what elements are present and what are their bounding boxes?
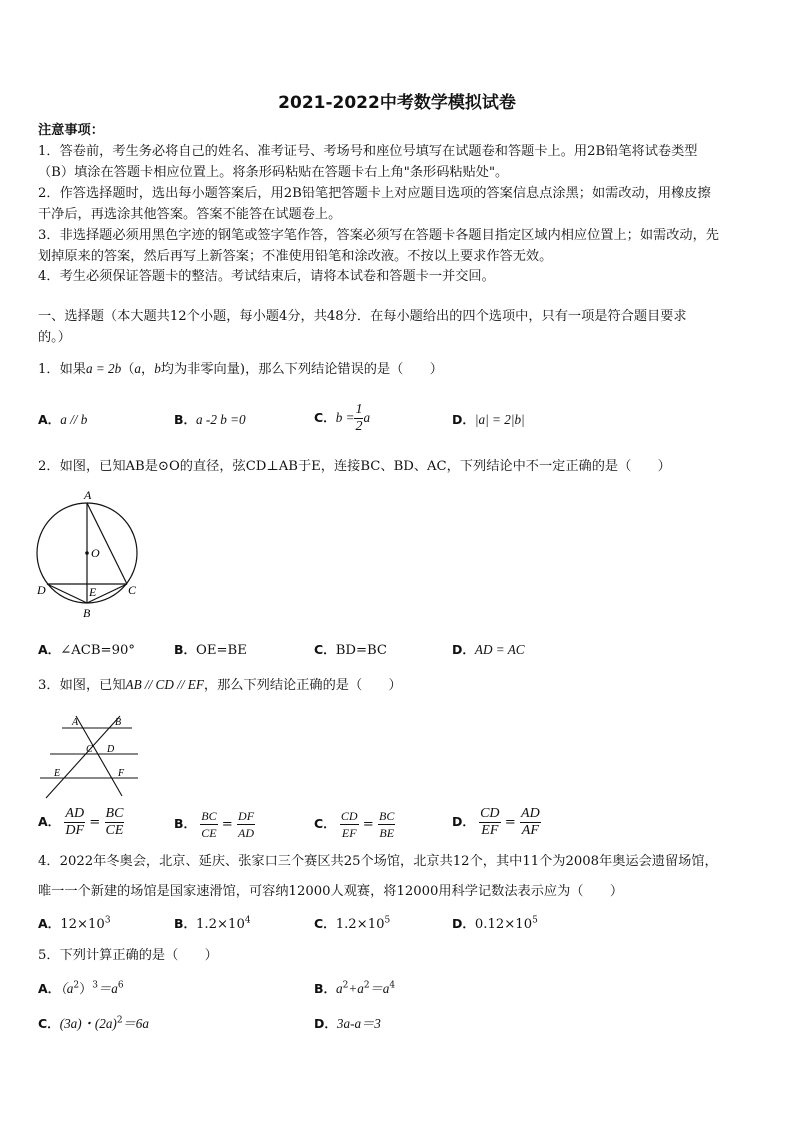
option-text: a // b [60,412,88,427]
label-b: B [115,717,122,728]
label-e: E [54,768,61,779]
option-label: D． [452,916,475,931]
option-text: BD=BC [335,643,388,658]
numerator: DF [238,809,255,823]
q3-option-d[interactable] [452,806,541,839]
label-d: D [107,744,115,755]
q2-option-b[interactable] [174,640,247,658]
option-text: （a [60,981,74,996]
fraction [340,808,359,841]
notice-line: 2．作答选择题时，选出每小题答案后，用2B铅笔把答题卡上对应题目选项的答案信息点涂黑；如需改动，用橡皮擦 [38,186,711,201]
option-text: ＝6a [122,1016,149,1031]
option-label: C． [314,816,336,831]
question-4: 4．2022年冬奥会，北京、延庆、张家口三个赛区共25个场馆，北京共12个，其中11个为2008年奥运会遗留场馆， [38,854,718,869]
segment-ac [87,503,127,584]
option-label: C． [314,410,336,425]
q2-option-d[interactable] [452,640,525,658]
option-label: A． [38,916,61,931]
notice-line: 1．答卷前，考生务必将自己的姓名、准考证号、考场号和座位号填写在试题卷和答题卡上。用2B铅笔将试卷类型 [38,144,698,159]
q1-b: b [154,361,161,376]
denominator: AD [238,826,255,840]
option-label: A． [38,642,61,657]
option-text: 0.12×10 [474,917,533,932]
question-4-cont: 唯一一个新建的场馆是国家速滑馆，可容纳12000人观赛，将12000用科学记数法表示应为（ ） [38,884,624,899]
q1-a: a [134,361,142,376]
fraction [105,806,125,839]
numerator: AD [521,806,540,821]
notice-line: 4．考生必须保证答题卡的整洁。考试结束后，请将本试卷和答题卡一并交回。 [38,269,495,284]
q5-option-c[interactable] [38,1013,149,1032]
denominator: 2 [355,419,363,434]
fraction [520,806,541,839]
exponent: 2 [342,980,349,991]
section-heading-cont: 的。） [38,330,71,345]
q4-option-d[interactable] [452,914,538,932]
q4-option-b[interactable] [174,914,251,932]
q1-comma: ， [141,362,155,377]
exponent: 6 [117,980,124,991]
notice-line: 3．非选择题必须用黑色字迹的钢笔或签字笔作答，答案必须写在答题卡各题目指定区域内相应位置上；如需改动，先 [38,228,719,243]
exponent: 3 [104,915,111,926]
exponent: 5 [384,915,391,926]
option-label: B． [174,816,197,831]
option-label: C． [38,1016,60,1031]
denominator: CE [105,823,124,838]
option-label: D． [452,412,475,427]
notice-heading: 注意事项： [38,123,104,138]
exponent: 4 [244,915,251,926]
option-label: C． [314,916,336,931]
q3-expr: AB // CD // EF [125,677,204,692]
option-text: +a [348,981,364,996]
equals: = [362,817,374,832]
option-label: B． [174,916,197,931]
option-text: b = [335,410,355,425]
q1-option-a[interactable] [38,410,87,428]
exponent: 2 [116,1015,123,1026]
numerator: CD [340,809,358,823]
q1-option-b[interactable] [174,410,246,428]
label-c: C [86,744,93,755]
q3-option-b[interactable] [174,808,255,841]
exponent: 2 [363,980,370,991]
q3-text: 3．如图，已知 [38,678,126,693]
q2-circle-figure [34,486,144,620]
option-text: a [336,981,343,996]
question-3 [38,674,760,696]
option-text: |a| = 2|b| [474,412,525,427]
label-o: O [91,546,100,560]
option-label: A． [38,814,61,829]
exponent: 2 [73,980,80,991]
option-text: OE=BE [196,643,247,658]
option-label: A． [38,412,61,427]
denominator: BE [379,826,395,840]
option-text: ＝a [369,981,390,996]
question-5: 5．下列计算正确的是（ ） [38,948,218,963]
segment-bd [47,584,87,603]
denominator: EF [481,823,499,838]
option-text: 12×10 [60,917,105,932]
notice-line: （B）填涂在答题卡相应位置上。将条形码粘贴在答题卡右上角"条形码粘贴处"。 [38,165,509,180]
label-d: D [37,583,46,597]
center-point [85,551,89,555]
numerator: BC [201,809,217,823]
label-f: F [118,768,125,779]
label-b: B [83,606,91,620]
numerator: AD [65,806,85,821]
q2-option-a[interactable] [38,640,135,658]
exponent: 4 [389,980,396,991]
label-a: A [72,717,79,728]
equals: = [504,815,516,830]
denominator: DF [65,823,85,838]
option-text: AD = AC [474,642,525,657]
option-text: ∠ACB=90° [60,643,135,658]
option-text: ＝a [98,981,118,996]
option-text: ） [79,982,93,997]
option-text: 1.2×10 [335,917,385,932]
fraction [378,808,395,841]
option-label: C． [314,642,336,657]
denominator: EF [341,826,357,840]
q1-paren: （ [121,362,135,377]
label-a: A [84,488,92,502]
question-1 [38,358,760,380]
option-label: D． [452,814,475,829]
option-label: D． [314,1016,337,1031]
numerator: BC [105,806,124,821]
q1-tail: 均为非零向量)，那么下列结论错误的是（ ） [160,362,443,377]
equals: = [221,817,233,832]
label-e: E [89,585,97,599]
option-text: 1.2×10 [196,917,245,932]
option-label: B． [314,981,337,996]
q3-text: ，那么下列结论正确的是（ ） [203,678,402,693]
question-2: 2．如图，已知AB是⊙O的直径，弦CD⊥AB于E，连接BC、BD、AC，下列结论中不一定正确的是（ ） [38,459,671,474]
label-c: C [128,583,137,597]
option-text: (3a)・(2a) [59,1016,117,1031]
q3-parallel-lines-figure [38,706,142,802]
q1-option-d[interactable] [452,410,525,428]
option-text: a [363,410,371,425]
option-label: B． [174,412,197,427]
numerator: BC [379,809,395,823]
notice-line: 干净后，再选涂其他答案。答案不能答在试题卷上。 [38,207,342,222]
q5-option-b[interactable] [314,978,395,997]
option-text: 3a-a＝3 [336,1016,381,1031]
exponent: 3 [92,980,99,991]
q3-option-a[interactable] [38,806,124,839]
q3-option-c[interactable] [314,808,395,841]
notice-line: 划掉原来的答案，然后再写上新答案；不准使用铅笔和涂改液。不按以上要求作答无效。 [38,249,553,264]
q5-option-a[interactable] [38,978,124,997]
section-heading: 一、选择题（本大题共12个小题，每小题4分，共48分．在每小题给出的四个选项中，只有一项是符合题目要求 [38,309,687,324]
equals: = [89,815,101,830]
option-text: a -2 b =0 [196,412,246,427]
denominator: AF [521,823,539,838]
q2-option-c[interactable] [314,640,387,658]
q4-option-c[interactable] [314,914,390,932]
fraction [479,806,500,839]
fraction [64,806,85,839]
exponent: 5 [532,915,538,926]
numerator: 1 [355,402,363,417]
option-label: D． [452,642,475,657]
q5-option-d[interactable] [314,1013,381,1032]
q1-option-c[interactable] [314,402,370,435]
exam-title: 2021-2022中考数学模拟试卷 [278,93,516,113]
fraction [237,808,255,841]
fraction [200,808,217,841]
option-label: B． [174,642,197,657]
q4-option-a[interactable] [38,914,111,932]
denominator: CE [201,826,217,840]
q1-expr: a = 2b [85,361,122,376]
option-label: A． [38,981,61,996]
numerator: CD [480,806,500,821]
q1-number: 1．如果 [38,362,86,377]
